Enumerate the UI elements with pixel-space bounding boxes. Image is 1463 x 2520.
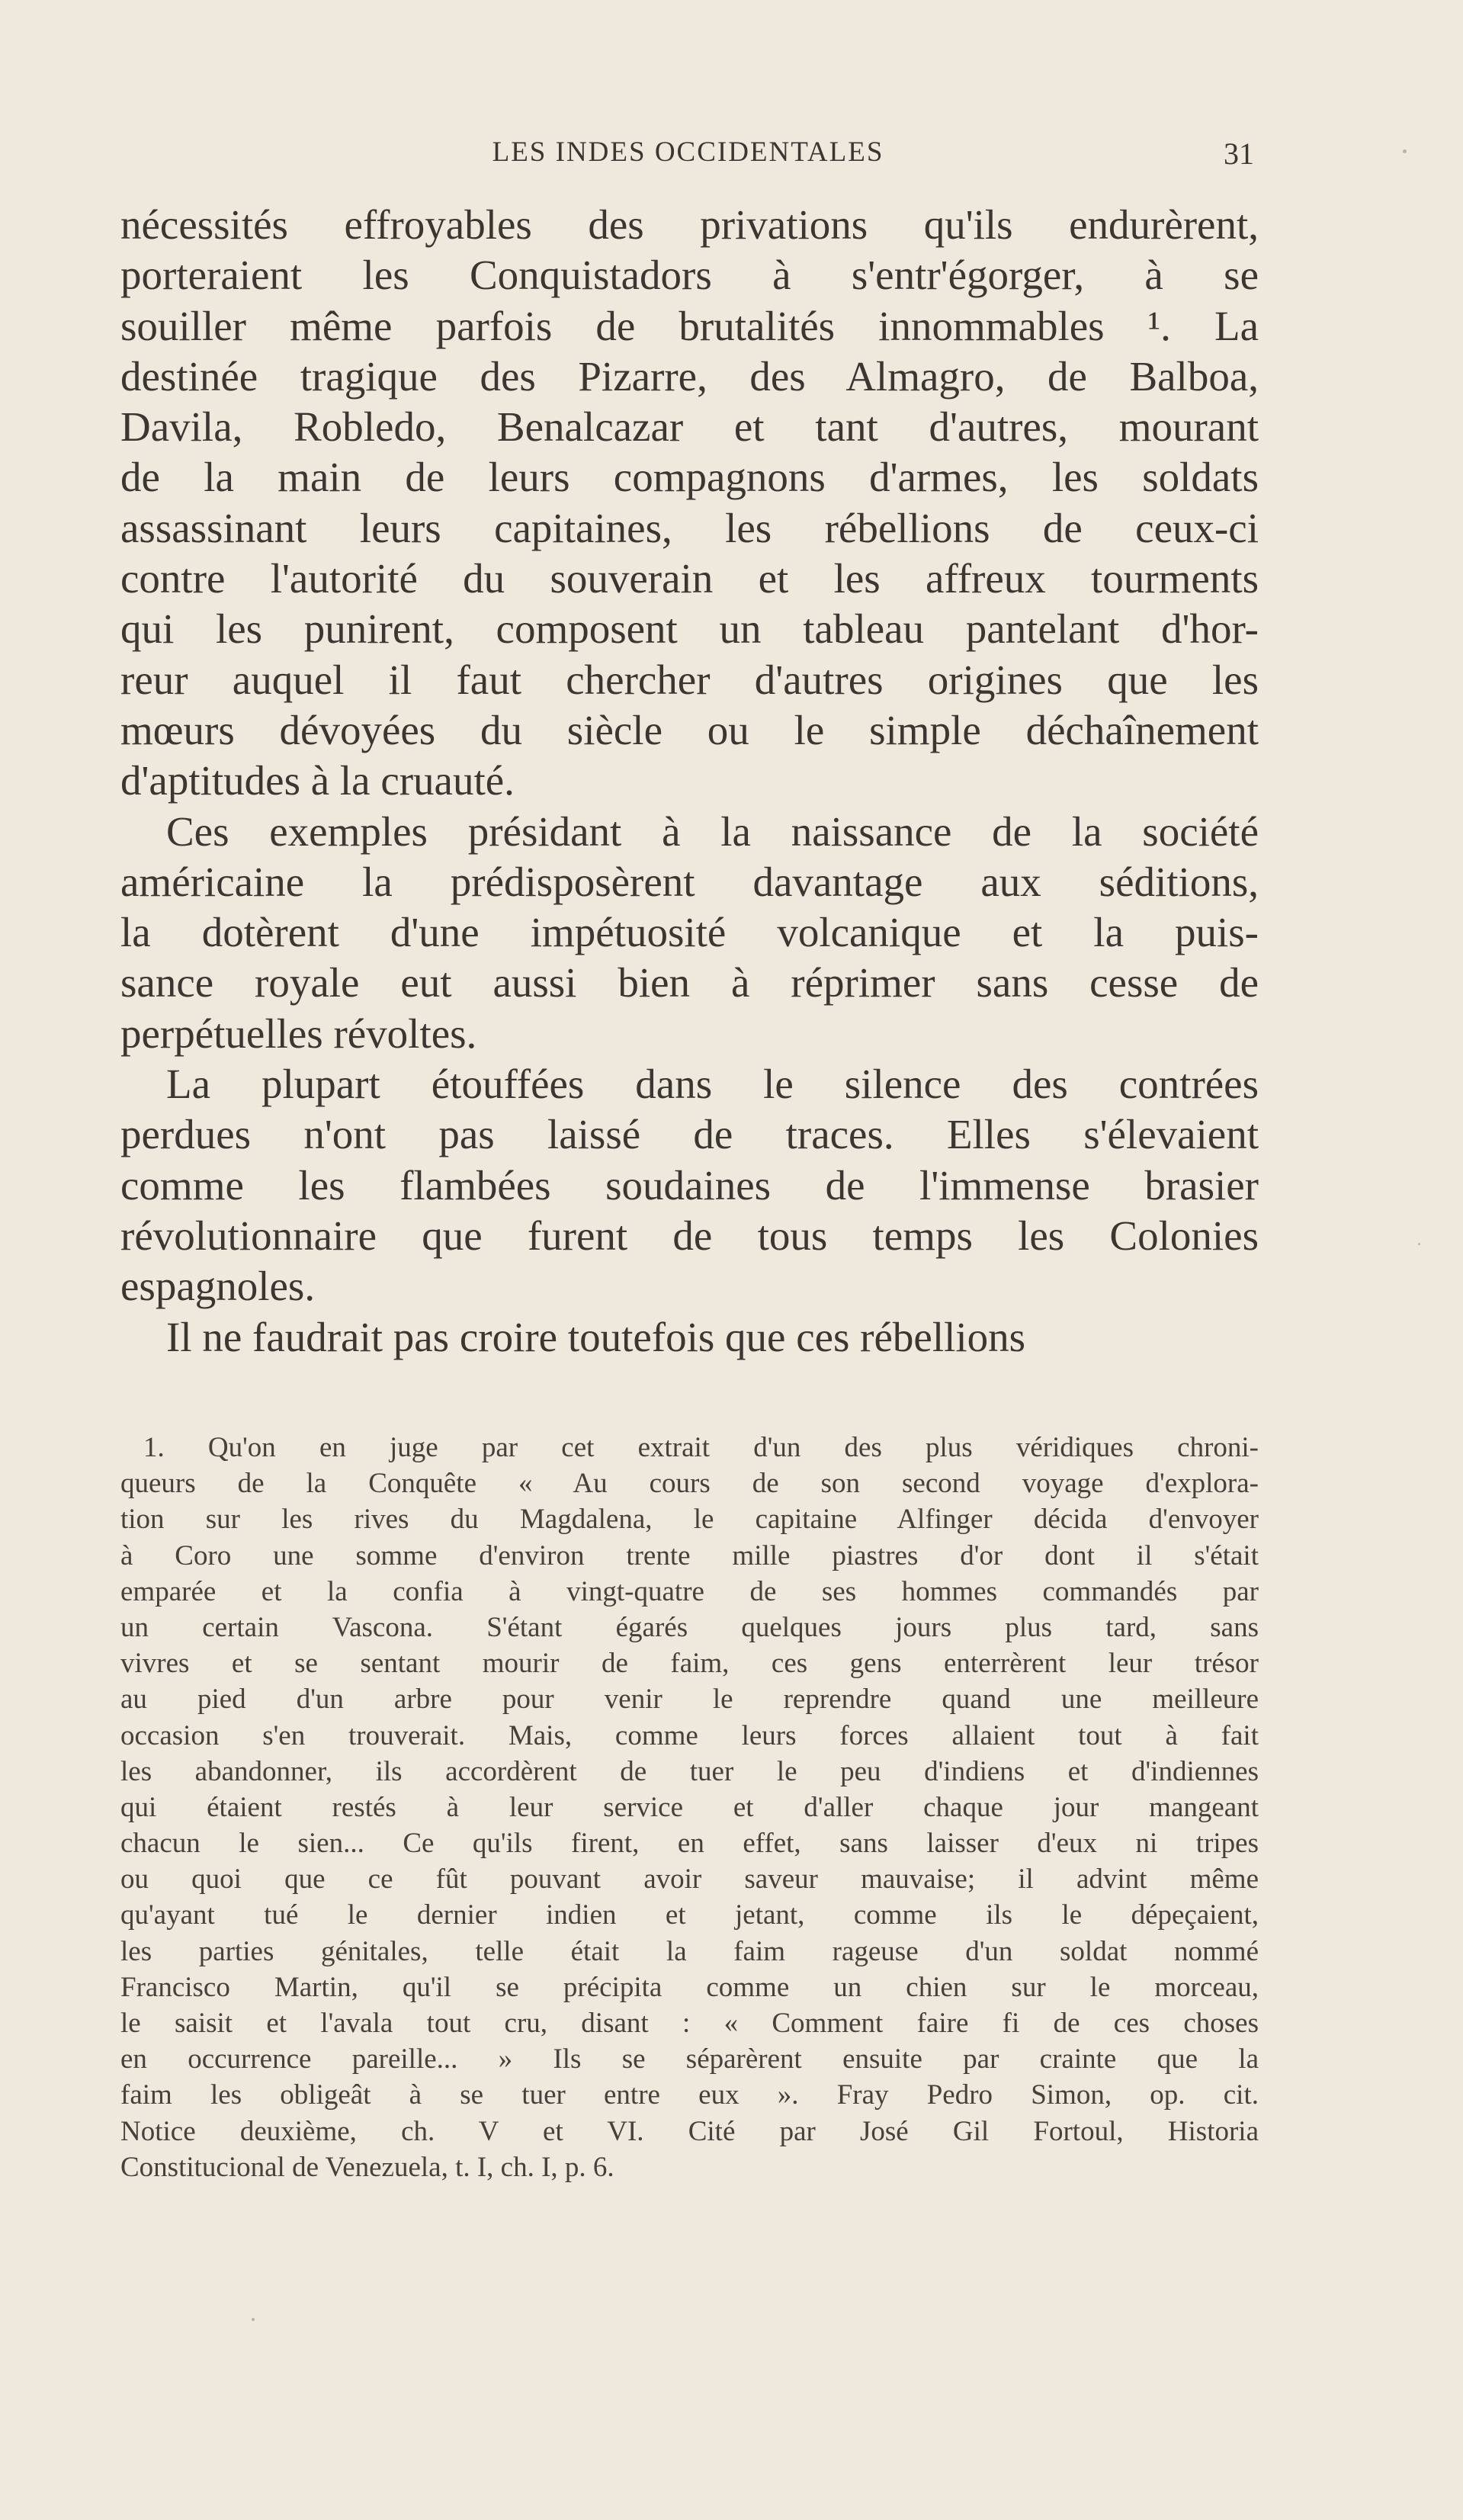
text-line: Davila, Robledo, Benalcazar et tant d'autres, mourant — [120, 403, 1259, 451]
footnote-line: chacun le sien... Ce qu'ils firent, en effet, sans laisser d'eux ni tripes — [120, 1828, 1259, 1860]
text-line: Il ne faudrait pas croire toutefois que ces rébellions — [166, 1313, 1026, 1360]
footnote-line: en occurrence pareille... » Ils se séparèrent ensuite par crainte que la — [120, 2043, 1259, 2075]
text-line: la dotèrent d'une impétuosité volcanique et la puis- — [120, 909, 1259, 956]
footnote-line: au pied d'un arbre pour venir le reprendre quand une meilleure — [120, 1684, 1259, 1716]
text-line: américaine la prédisposèrent davantage aux séditions, — [120, 858, 1259, 905]
footnote-line: Constitucional de Venezuela, t. I, ch. I, p. 6. — [120, 2151, 614, 2183]
text-line: comme les flambées soudaines de l'immense brasier — [120, 1161, 1259, 1209]
footnote-line: tion sur les rives du Magdalena, le capitaine Alfinger décida d'envoyer — [120, 1504, 1259, 1536]
footnote-line: les parties génitales, telle était la faim rageuse d'un soldat nommé — [120, 1935, 1259, 1967]
footnote-line: qu'ayant tué le dernier indien et jetant, comme ils le dépeçaient, — [120, 1899, 1259, 1931]
footnote-line: ou quoi que ce fût pouvant avoir saveur mauvaise; il advint même — [120, 1864, 1259, 1896]
text-line: mœurs dévoyées du siècle ou le simple déchaînement — [120, 706, 1259, 753]
text-line: de la main de leurs compagnons d'armes, les soldats — [120, 454, 1259, 501]
text-line: reur auquel il faut chercher d'autres origines que les — [120, 656, 1259, 703]
text-line: d'aptitudes à la cruauté. — [120, 757, 515, 804]
footnote-line: vivres et se sentant mourir de faim, ces gens enterrèrent leur trésor — [120, 1648, 1259, 1680]
text-line: qui les punirent, composent un tableau pantelant d'hor- — [120, 605, 1259, 653]
text-line: sance royale eut aussi bien à réprimer sans cesse de — [120, 959, 1259, 1006]
text-line: souiller même parfois de brutalités innommables ¹. La — [120, 302, 1259, 349]
footnote-line: les abandonner, ils accordèrent de tuer le peu d'indiens et d'indiennes — [120, 1755, 1259, 1787]
footnote-line: à Coro une somme d'environ trente mille piastres d'or dont il s'était — [120, 1539, 1259, 1571]
paper-speck — [1418, 1243, 1420, 1245]
text-line: perpétuelles révoltes. — [120, 1010, 477, 1057]
footnote-line: Francisco Martin, qu'il se précipita comme un chien sur le morceau, — [120, 1971, 1259, 2003]
text-line: Ces exemples présidant à la naissance de la société — [166, 807, 1259, 855]
paper-speck — [1403, 149, 1407, 153]
footnote-line: un certain Vascona. S'étant égarés quelques jours plus tard, sans — [120, 1611, 1259, 1643]
text-line: nécessités effroyables des privations qu'ils endurèrent, — [120, 201, 1259, 248]
footnote-line: 1. Qu'on en juge par cet extrait d'un des plus véridiques chroni- — [143, 1432, 1259, 1463]
text-line: perdues n'ont pas laissé de traces. Elles s'élevaient — [120, 1111, 1259, 1158]
footnote-line: le saisit et l'avala tout cru, disant : « Comment faire fi de ces choses — [120, 2008, 1259, 2039]
footnote-line: qui étaient restés à leur service et d'aller chaque jour mangeant — [120, 1791, 1259, 1823]
footnote-line: emparée et la confia à vingt-quatre de ses hommes commandés par — [120, 1575, 1259, 1607]
main-text — [120, 200, 1259, 1363]
text-line: La plupart étouffées dans le silence des contrées — [166, 1061, 1259, 1108]
running-title: LES INDES OCCIDENTALES — [492, 136, 884, 168]
footnote-line: faim les obligeât à se tuer entre eux ». Fray Pedro Simon, op. cit. — [120, 2079, 1259, 2111]
footnote-line: occasion s'en trouverait. Mais, comme leurs forces allaient tout à fait — [120, 1719, 1259, 1751]
footnote — [120, 1430, 1259, 2185]
footnote-line: Notice deuxième, ch. V et VI. Cité par José Gil Fortoul, Historia — [120, 2115, 1259, 2147]
paper-speck — [252, 2318, 255, 2321]
footnote-line: queurs de la Conquête « Au cours de son second voyage d'explora- — [120, 1468, 1259, 1500]
text-line: porteraient les Conquistadors à s'entr'égorger, à se — [120, 252, 1259, 299]
text-line: contre l'autorité du souverain et les affreux tourments — [120, 555, 1259, 602]
page-number: 31 — [1224, 136, 1254, 171]
text-line: assassinant leurs capitaines, les rébellions de ceux-ci — [120, 504, 1259, 551]
page-header — [122, 131, 1254, 177]
text-line: destinée tragique des Pizarre, des Almagro, de Balboa, — [120, 352, 1259, 400]
text-line: révolutionnaire que furent de tous temps les Colonies — [120, 1212, 1259, 1259]
text-line: espagnoles. — [120, 1263, 316, 1310]
